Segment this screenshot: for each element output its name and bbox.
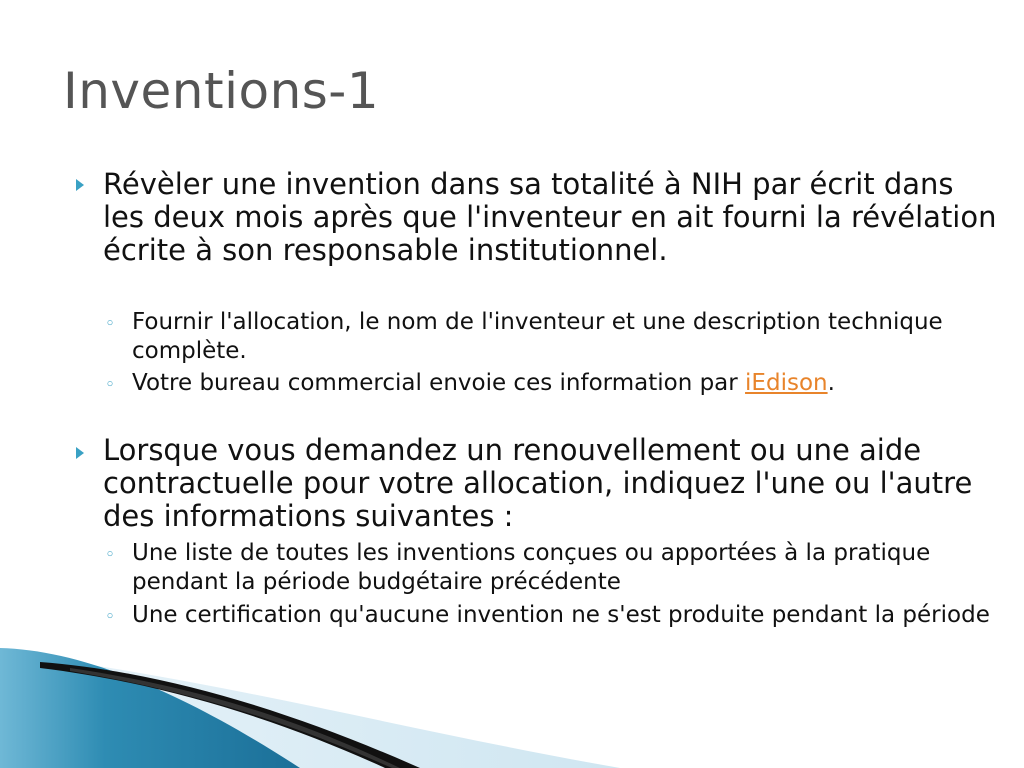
subbullet-item-1-2 — [132, 369, 992, 398]
subbullet-item-2-1: Une liste de toutes les inventions conçues ou apportées à la pratique pendant la période budgétaire précédente — [132, 540, 931, 595]
bullet-arrow-icon — [76, 447, 84, 459]
bullet-arrow-icon — [76, 179, 84, 191]
bullet-item-1: Révèler une invention dans sa totalité à NIH par écrit dans les deux mois après que l'inventeur en ait fourni la révélation écrite à son responsable institutionnel. — [103, 167, 997, 267]
subbullet-circle-icon: ◦ — [105, 545, 116, 565]
subbullet-item-2-2: Une certification qu'aucune invention ne s'est produite pendant la période — [132, 602, 990, 628]
subbullet-circle-icon: ◦ — [105, 375, 116, 395]
subbullet-text: Votre bureau commercial envoie ces information par — [132, 370, 746, 396]
slide-title: Inventions-1 — [63, 62, 380, 120]
subbullet-text-end: . — [827, 370, 835, 396]
subbullet-item-1-1: Fournir l'allocation, le nom de l'inventeur et une description technique complète. — [132, 309, 943, 364]
bullet-item-2: Lorsque vous demandez un renouvellement ou une aide contractuelle pour votre allocation, indiquez l'une ou l'autre des informations suivantes : — [103, 433, 973, 533]
subbullet-circle-icon: ◦ — [105, 607, 116, 627]
iedison-link[interactable]: iEdison — [745, 370, 828, 396]
subbullet-circle-icon: ◦ — [105, 314, 116, 334]
